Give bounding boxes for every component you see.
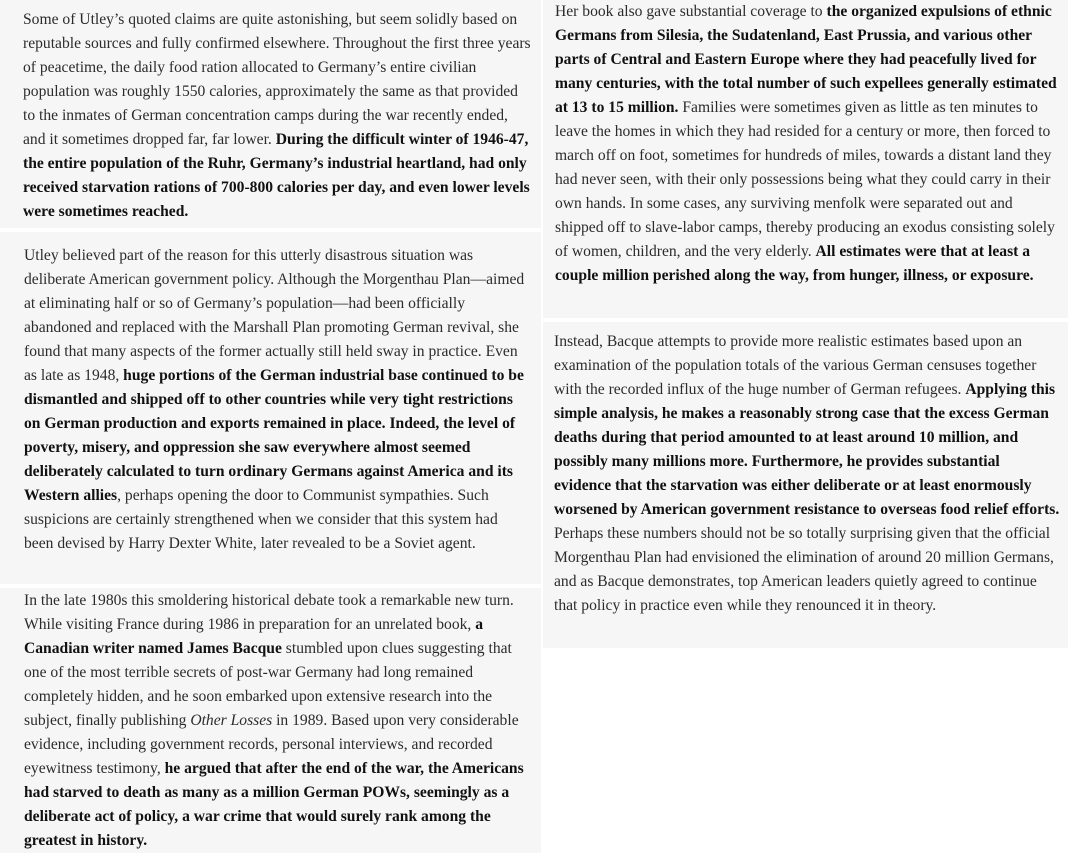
text-segment: Utley believed part of the reason for this utterly disastrous situation was deliberate American government policy. Although the Morgenthau Plan—aimed at eliminating half or so of Germany’s population—had been officially abandoned and replaced with the Marshall Plan promoting German revival, she found that many aspects of the former actually still held sway in practice. Even as late as 1948, bbox=[24, 247, 525, 384]
text-block-expulsions bbox=[543, 0, 1068, 318]
text-block-bacque-pows bbox=[0, 588, 541, 853]
text-block-bacque-estimates bbox=[543, 322, 1068, 648]
text-segment: stumbled upon clues suggesting that one of the most terrible secrets of post-war Germany had long remained completely hidden, and he soon embarked upon extensive research into the subject, finally publishing bbox=[24, 640, 512, 729]
bold-text-segment: During the difficult winter of 1946-47, the entire population of the Ruhr, Germany’s industrial heartland, had only received starvation rations of 700-800 calories per day, and even lower levels were sometimes reached. bbox=[23, 131, 530, 220]
bold-text-segment: Applying this simple analysis, he makes a reasonably strong case that the excess German deaths during that period amounted to at least around 10 million, and possibly many millions more. Furthermore, he provides substantial evidence that the starvation was either deliberate or at least enormously worsened by American government resistance to overseas food relief efforts. bbox=[554, 381, 1060, 518]
paragraph-census-estimates bbox=[554, 330, 1060, 618]
text-segment: , perhaps opening the door to Communist sympathies. Such suspicions are certainly strengthened when we consider that this system had been devised by Harry Dexter White, later revealed to be a Soviet agent. bbox=[24, 487, 498, 552]
italic-title-segment: Other Losses bbox=[190, 712, 273, 729]
text-segment: Her book also gave substantial coverage to bbox=[555, 3, 827, 20]
text-block-ration-claims bbox=[0, 0, 541, 228]
paragraph-expulsions bbox=[555, 0, 1060, 288]
bold-text-segment: a Canadian writer named James Bacque bbox=[24, 616, 484, 657]
text-block-utley-policy bbox=[0, 232, 541, 584]
text-segment: Some of Utley’s quoted claims are quite astonishing, but seem solidly based on reputable sources and fully confirmed elsewhere. Throughout the first three years of peacetime, the daily food ration allocated to Germany’s entire civilian population was roughly 1550 calories, approximately the same as that provided to the inmates of German concentration camps during the war recently ended, and it sometimes dropped far, far lower. bbox=[23, 11, 531, 148]
paragraph-morgenthau-policy bbox=[24, 244, 531, 556]
paragraph-bacque-other-losses bbox=[24, 589, 531, 853]
text-segment: in 1989. Based upon very considerable evidence, including government records, personal interviews, and recorded eyewitness testimony, bbox=[24, 712, 519, 777]
bold-text-segment: he argued that after the end of the war, the Americans had starved to death as many as a million German POWs, seemingly as a deliberate act of policy, a war crime that would surely rank among the greatest in history. bbox=[24, 760, 524, 849]
text-segment: Perhaps these numbers should not be so totally surprising given that the official Morgenthau Plan had envisioned the elimination of around 20 million Germans, and as Bacque demonstrates, top American leaders quietly agreed to continue that policy in practice even while they renounced it in theory. bbox=[554, 525, 1054, 614]
text-segment: In the late 1980s this smoldering historical debate took a remarkable new turn. While visiting France during 1986 in preparation for an unrelated book, bbox=[24, 592, 514, 633]
bold-text-segment: the organized expulsions of ethnic Germans from Silesia, the Sudatenland, East Prussia, and various other parts of Central and Eastern Europe where they had peacefully lived for many centuries, with the total number of such expellees generally estimated at 13 to 15 million. bbox=[555, 3, 1057, 116]
text-segment: Instead, Bacque attempts to provide more realistic estimates based upon an examination of the population totals of the various German censuses together with the recorded influx of the huge number of German refugees. bbox=[554, 333, 1037, 398]
paragraph-food-rations bbox=[23, 8, 531, 224]
bold-text-segment: All estimates were that at least a couple million perished along the way, from hunger, illness, or exposure. bbox=[555, 243, 1034, 284]
text-segment: Families were sometimes given as little as ten minutes to leave the homes in which they had resided for a century or more, then forced to march off on foot, sometimes for hundreds of miles, towards a distant land they had never seen, with their only possessions being what they could carry in their own hands. In some cases, any surviving menfolk were separated out and shipped off to slave-labor camps, thereby producing an exodus consisting solely of women, children, and the very elderly. bbox=[555, 99, 1055, 260]
bold-text-segment: huge portions of the German industrial base continued to be dismantled and shipped off to other countries while very tight restrictions on German production and exports remained in place. Indeed, the level of poverty, misery, and oppression she saw everywhere almost seemed deliberately calculated to turn ordinary Germans against America and its Western allies bbox=[24, 367, 524, 504]
